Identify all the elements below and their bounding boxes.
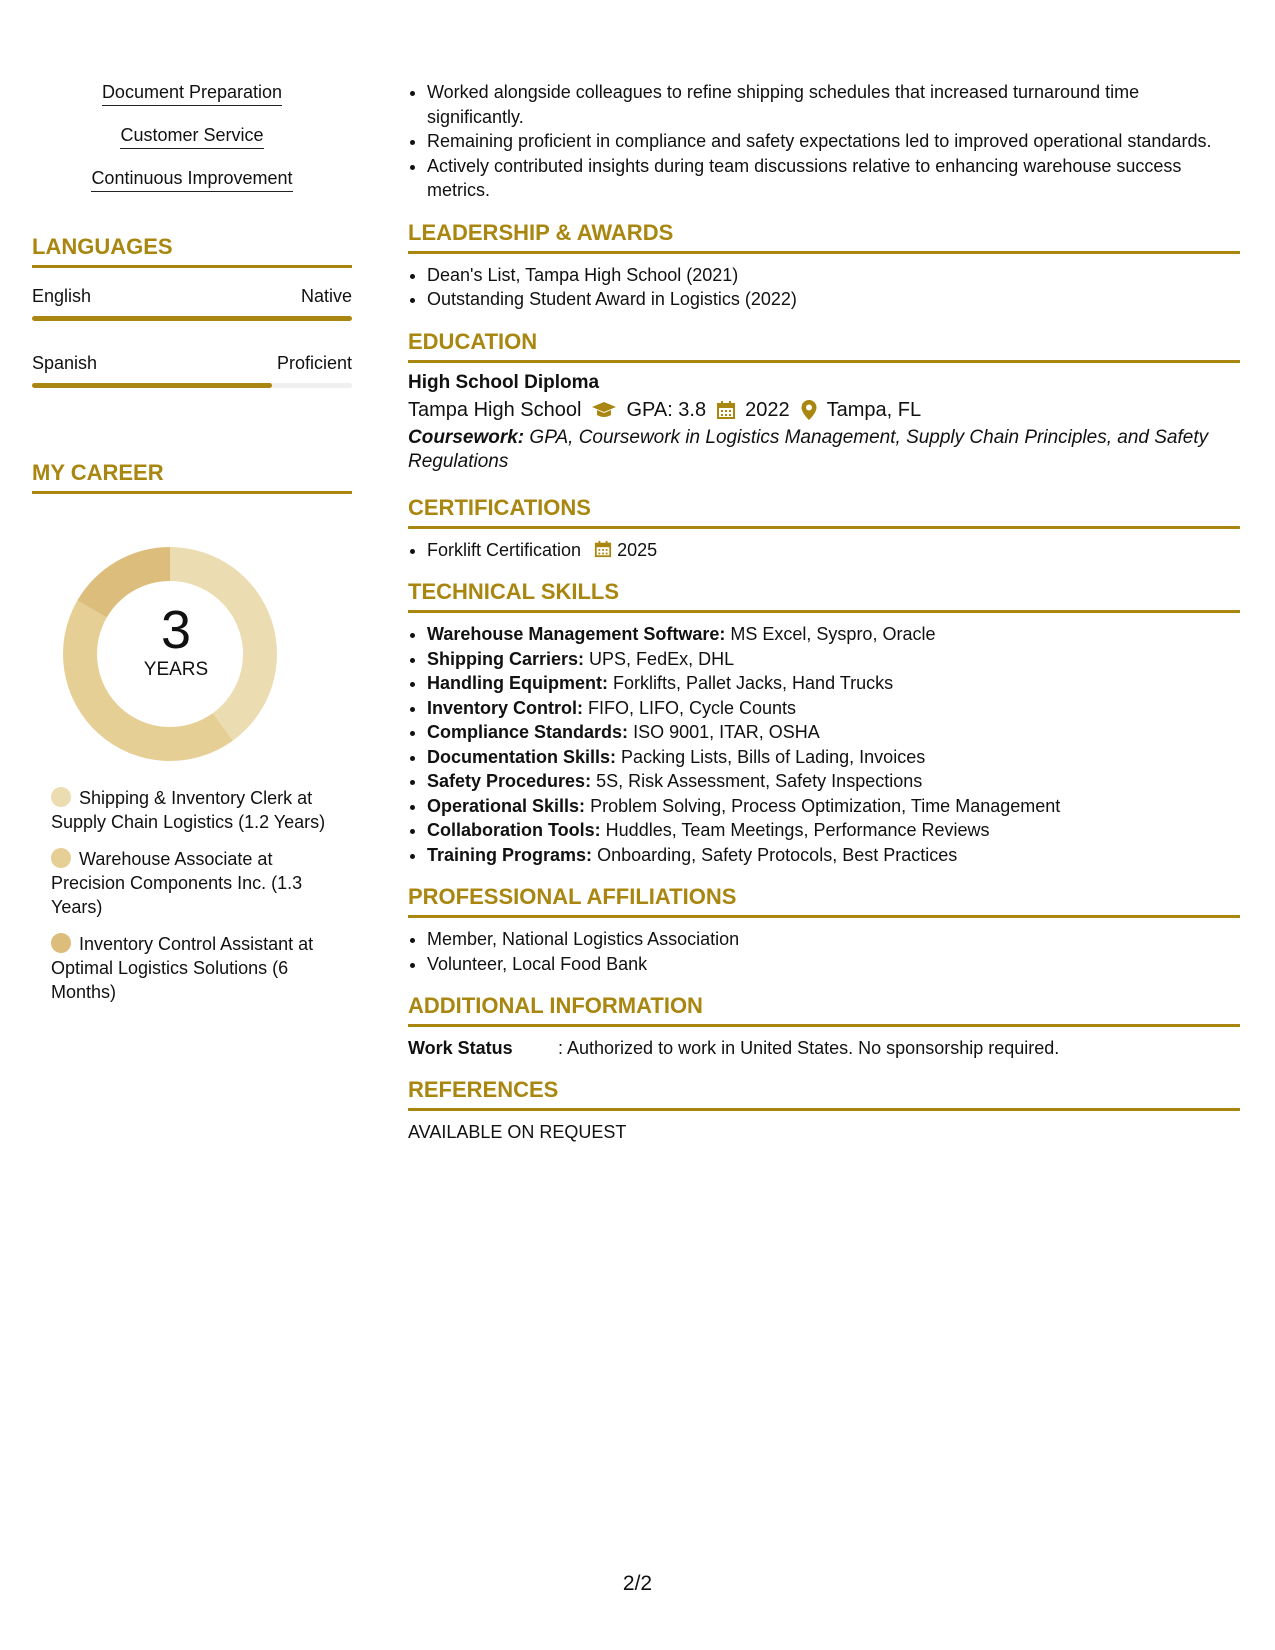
skill-values: Packing Lists, Bills of Lading, Invoices [621,746,926,767]
technical-skill-item [427,622,1240,647]
language-bar-fill [32,316,352,321]
skill-label: Continuous Improvement [91,168,292,192]
leadership-title: LEADERSHIP & AWARDS [408,220,1240,254]
skill-category: Inventory Control: [427,697,583,718]
language-name: Spanish [32,353,98,373]
legend-dot [51,848,71,868]
technical-skill-item [427,818,1240,843]
skill-category: Shipping Carriers: [427,648,585,669]
career-total-unit: YEARS [143,659,209,680]
technical-skills-title: TECHNICAL SKILLS [408,579,1240,613]
technical-skill-item [427,696,1240,721]
affiliations-section [408,884,1240,976]
technical-skill-item [427,671,1240,696]
skill-category: Safety Procedures: [427,771,592,791]
languages-title: LANGUAGES [32,234,352,268]
affiliations-title: PROFESSIONAL AFFILIATIONS [408,884,1240,918]
coursework-label: Coursework: [408,426,525,448]
career-section [32,460,352,1004]
languages-section [32,234,352,388]
education-gpa: GPA: 3.8 [626,398,707,421]
award-item: • Dean's List, Tampa High School (2021) [427,263,1240,288]
experience-bullets [408,80,1240,203]
education-degree: High School Diploma [408,371,600,393]
legend-dot [51,787,71,807]
technical-skill-item [427,745,1240,770]
language-item [32,352,352,388]
education-school: Tampa High School [408,398,582,421]
additional-title: ADDITIONAL INFORMATION [408,993,1240,1027]
calendar-icon [594,540,612,558]
career-title: MY CAREER [32,460,352,494]
legend-label: Inventory Control Assistant at Optimal Logistics Solutions (6 Months) [51,934,314,1002]
certification-name: Forklift Certification [427,539,582,560]
experience-bullet: • Remaining proficient in compliance and safety expectations led to improved operational standards. [427,129,1240,154]
language-bar [32,383,352,388]
language-item [32,285,352,321]
certification-item [427,538,1240,563]
language-bar-fill [32,383,272,388]
work-status-row [408,1036,1240,1060]
skill-item [32,168,352,192]
additional-section [408,993,1240,1060]
left-column [32,82,352,1017]
technical-skill-item [427,843,1240,868]
skill-category: Handling Equipment: [427,673,608,693]
technical-skill-item [427,769,1240,794]
career-legend-item [51,847,341,919]
work-status-label: Work Status [408,1038,513,1058]
technical-skill-item [427,720,1240,745]
legend-dot [51,933,71,953]
work-status-value: : Authorized to work in United States. No sponsorship required. [558,1038,1060,1058]
references-text: AVAILABLE ON REQUEST [408,1122,627,1142]
skill-values: Huddles, Team Meetings, Performance Reviews [605,820,990,840]
career-legend-item [51,932,341,1004]
skill-category: Training Programs: [427,844,593,865]
legend-label: Warehouse Associate at Precision Components Inc. (1.3 Years) [51,849,303,917]
references-title: REFERENCES [408,1077,1240,1111]
skills-list [32,82,352,192]
award-item: • Outstanding Student Award in Logistics (2022) [427,287,1240,312]
skill-values: 5S, Risk Assessment, Safety Inspections [596,771,923,791]
education-location: Tampa, FL [826,398,922,421]
skill-values: ISO 9001, ITAR, OSHA [633,722,820,742]
career-donut [32,534,352,774]
skill-label: Document Preparation [102,82,282,106]
career-legend-item [51,786,341,834]
skill-category: Operational Skills: [427,795,586,816]
language-level: Native [300,286,352,306]
skill-category: Collaboration Tools: [427,820,601,840]
graduation-cap-icon [591,401,617,419]
language-name: English [32,286,92,306]
skill-item [32,125,352,149]
technical-skill-item [427,647,1240,672]
education-title: EDUCATION [408,329,1240,363]
certification-year: 2025 [617,539,658,560]
skill-category: Warehouse Management Software: [427,624,726,644]
education-year: 2022 [745,398,790,421]
references-section [408,1077,1240,1144]
career-total-number: 3 [160,600,192,660]
education-coursework [408,426,1240,474]
legend-label: Shipping & Inventory Clerk at Supply Chain Logistics (1.2 Years) [51,788,326,832]
language-bar [32,316,352,321]
coursework-text: GPA, Coursework in Logistics Management, Supply Chain Principles, and Safety Regulations [408,426,1209,472]
affiliation-item: • Member, National Logistics Association [427,927,1240,952]
location-pin-icon [800,399,818,421]
skill-values: Forklifts, Pallet Jacks, Hand Trucks [613,673,894,693]
certifications-title: CERTIFICATIONS [408,495,1240,529]
skill-values: UPS, FedEx, DHL [589,648,735,669]
skill-category: Compliance Standards: [427,722,629,742]
skill-item [32,82,352,106]
education-section [408,329,1240,474]
calendar-icon [716,400,736,420]
language-level: Proficient [276,353,352,373]
affiliation-item: • Volunteer, Local Food Bank [427,952,1240,977]
page-number: 2/2 [622,1572,653,1595]
experience-bullet: • Worked alongside colleagues to refine shipping schedules that increased turnaround time significantly. [427,80,1240,129]
skill-values: Onboarding, Safety Protocols, Best Practices [597,844,958,865]
right-column [408,80,1240,1144]
career-legend [51,786,341,1004]
technical-skills-section [408,579,1240,867]
leadership-section [408,220,1240,312]
skill-values: MS Excel, Syspro, Oracle [730,624,936,644]
experience-bullet: • Actively contributed insights during team discussions relative to enhancing warehouse success metrics. [427,154,1240,203]
skill-label: Customer Service [120,125,263,149]
skill-values: Problem Solving, Process Optimization, Time Management [590,795,1061,816]
skill-category: Documentation Skills: [427,746,617,767]
skill-values: FIFO, LIFO, Cycle Counts [588,697,797,718]
education-meta [408,396,1240,424]
technical-skill-item [427,794,1240,819]
certifications-section [408,495,1240,563]
